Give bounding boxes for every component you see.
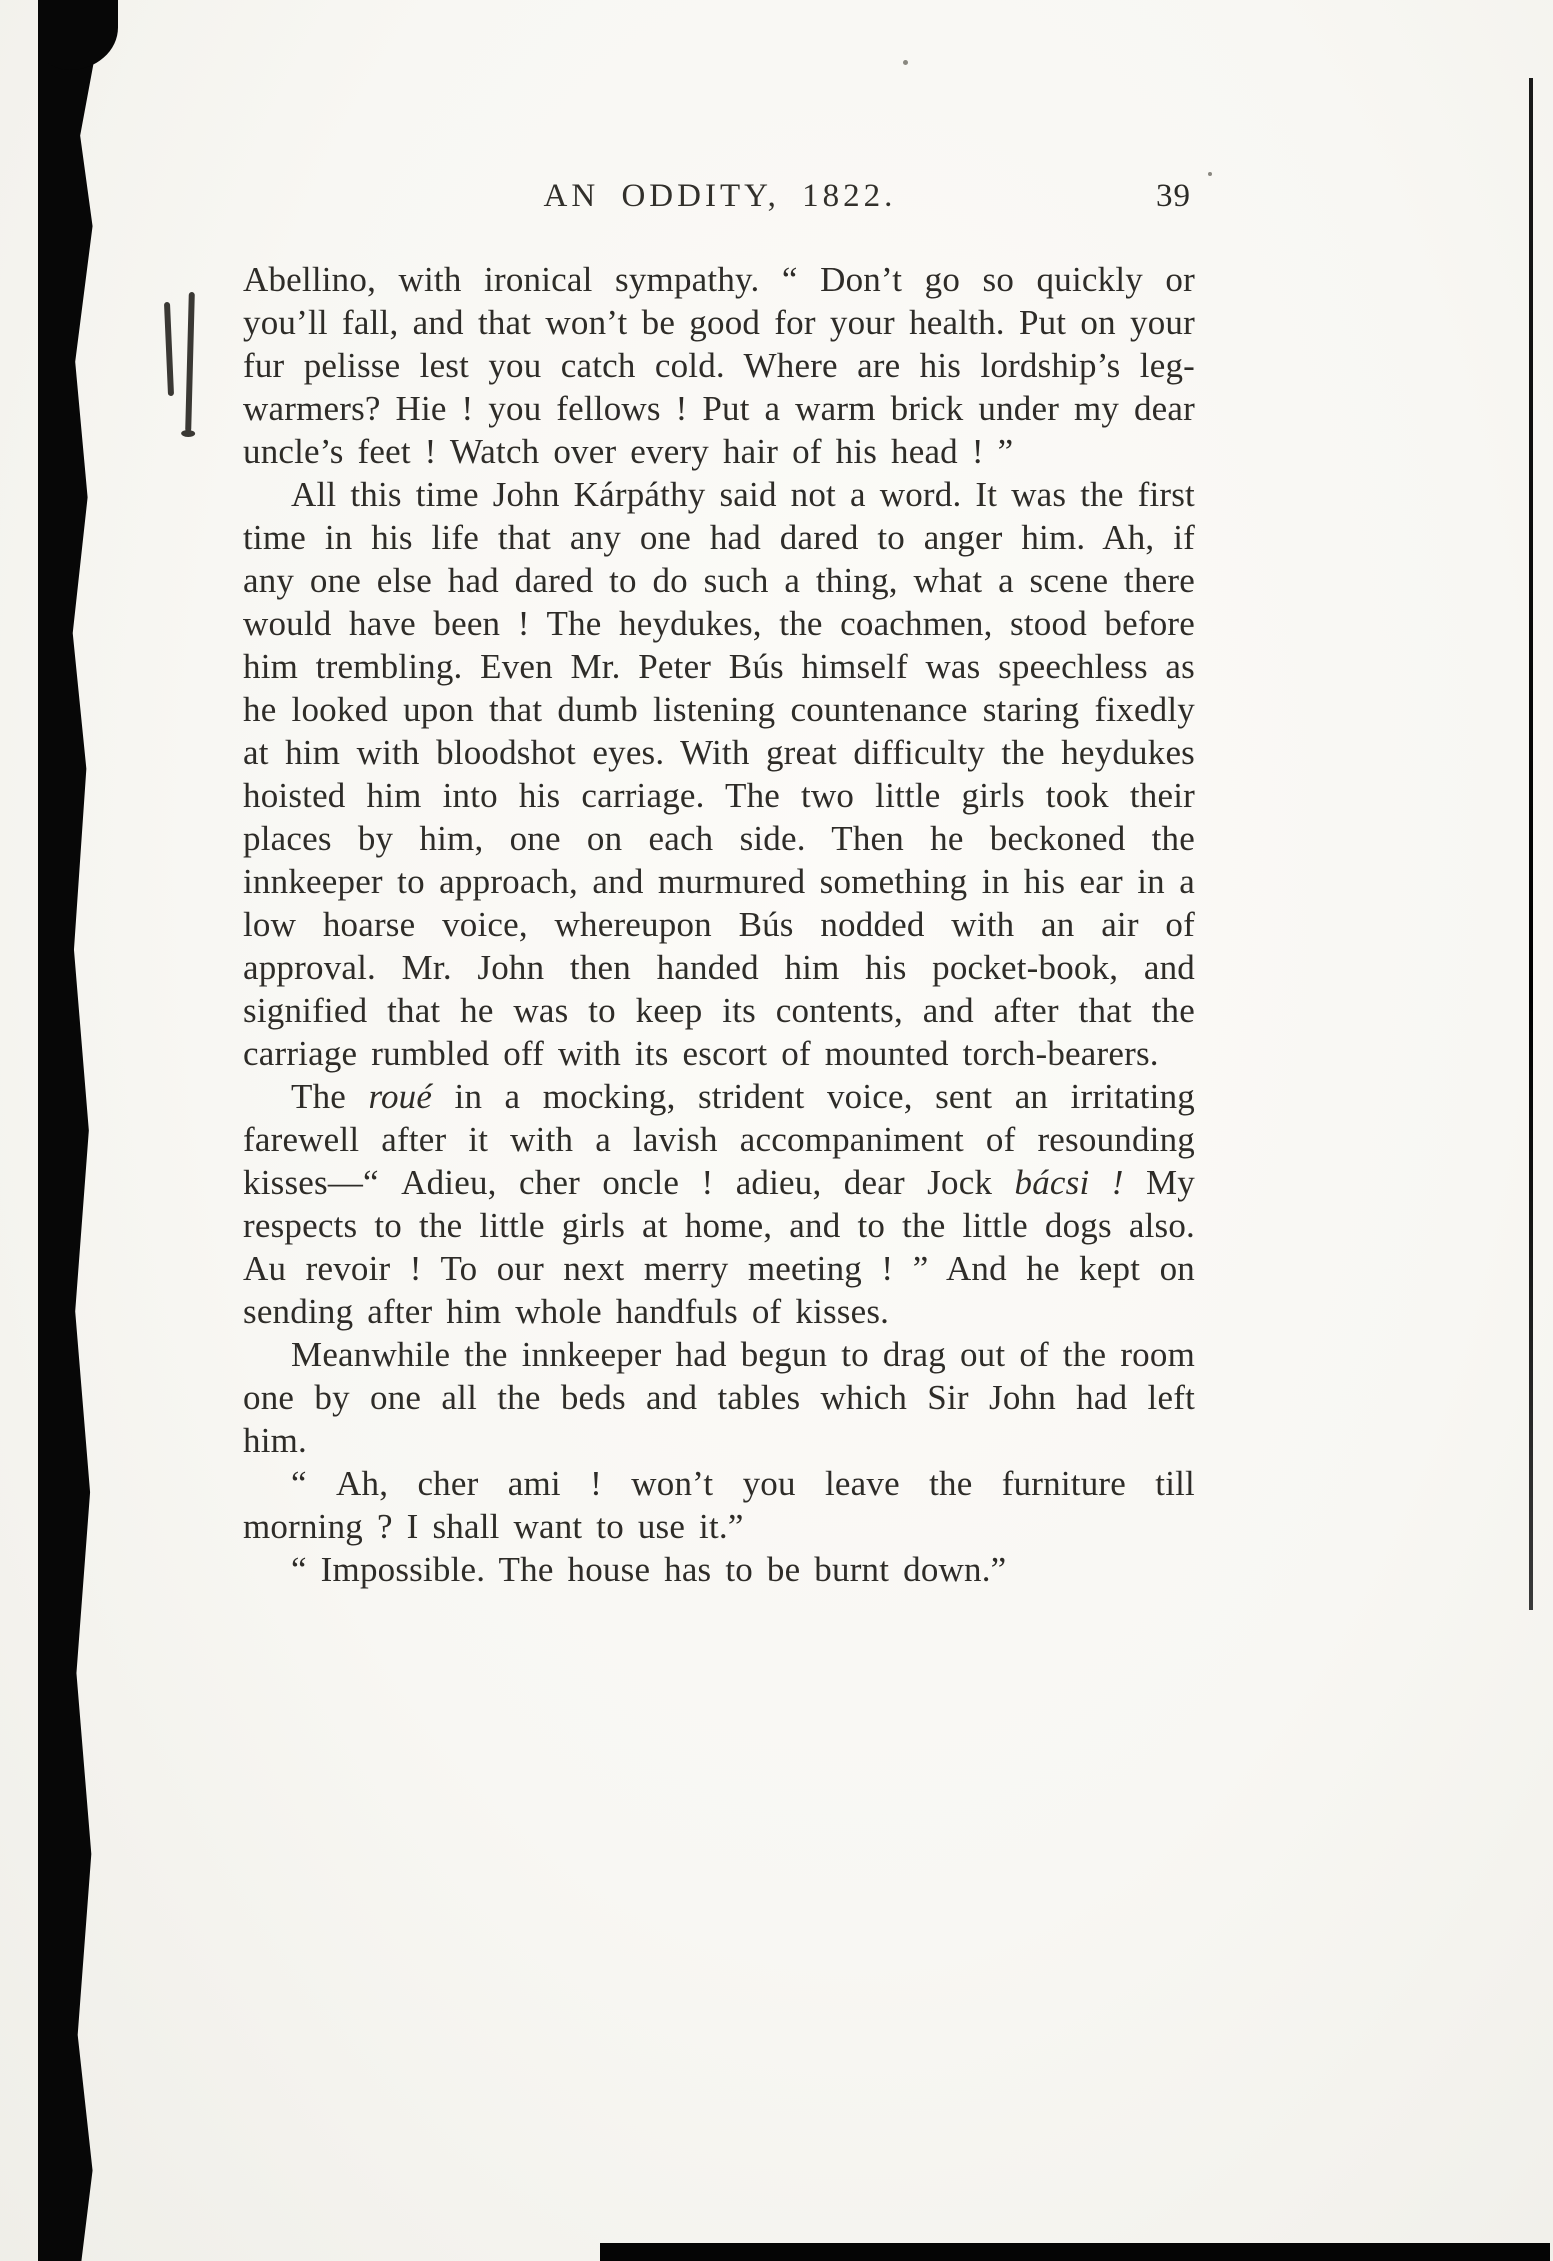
text-run: “ Ah, cher ami ! won’t you leave the furniture till morning ? I shall want to use it.” bbox=[243, 1464, 1195, 1546]
text-run: Meanwhile the innkeeper had begun to drag out of the room one by one all the beds and tables which Sir John had left him. bbox=[243, 1335, 1195, 1460]
body-text bbox=[243, 258, 1195, 1591]
scan-speck bbox=[1208, 172, 1212, 176]
paragraph bbox=[243, 1333, 1195, 1462]
paragraph bbox=[243, 258, 1195, 473]
text-run: Abellino, with ironical sympathy. “ Don’t go so quickly or you’ll fall, and that won’t be good for your health. Put on your fur pelisse lest you catch cold. Where are his lordship’s leg-warmers? Hie ! you fellows ! Put a warm brick under my dear uncle’s feet ! Watch over every hair of his head ! ” bbox=[243, 260, 1195, 471]
running-title: AN ODDITY, 1822. bbox=[543, 178, 897, 214]
text-run: in a mocking, strident voice, sent an irritating farewell after it with a lavish accompaniment of resounding kisses—“ Adieu, cher oncle ! adieu, dear Jock bbox=[243, 1077, 1196, 1202]
scan-edge-line-artifact bbox=[1529, 78, 1533, 1610]
italic-text-run: roué bbox=[368, 1077, 433, 1116]
margin-ink-mark bbox=[164, 302, 174, 396]
scan-speck bbox=[903, 60, 908, 65]
binding-gutter-artifact bbox=[38, 0, 100, 2261]
paragraph bbox=[243, 1548, 1195, 1591]
page-number: 39 bbox=[1156, 178, 1191, 214]
paragraph bbox=[243, 1462, 1195, 1548]
text-run: “ Impossible. The house has to be burnt down.” bbox=[291, 1550, 1007, 1589]
text-run: My respects to the little girls at home, and to the little dogs also. Au revoir ! To our next merry meeting ! ” And he kept on sending after him whole handfuls of kisses. bbox=[243, 1163, 1195, 1331]
italic-text-run: bácsi ! bbox=[1014, 1163, 1124, 1202]
scan-corner-artifact bbox=[38, 0, 118, 70]
scan-bottom-bar-artifact bbox=[600, 2243, 1550, 2261]
page-header bbox=[245, 178, 1195, 226]
paragraph bbox=[243, 1075, 1195, 1333]
paragraph bbox=[243, 473, 1195, 1075]
margin-ink-mark bbox=[185, 292, 195, 432]
text-run: All this time John Kárpáthy said not a word. It was the first time in his life that any one had dared to anger him. Ah, if any one else had dared to do such a thing, what a scene there would have been ! The heydukes, the coachmen, stood before him trembling. Even Mr. Peter Bús himself was speechless as he looked upon that dumb listening countenance staring fixedly at him with bloodshot eyes. With great difficulty the heydukes hoisted him into his carriage. The two little girls took their places by him, one on each side. Then he beckoned the innkeeper to approach, and murmured something in his ear in a low hoarse voice, whereupon Bús nodded with an air of approval. Mr. John then handed him his pocket-book, and signified that he was to keep its contents, and after that the carriage rumbled off with its escort of mounted torch-bearers. bbox=[243, 475, 1195, 1073]
text-run: The bbox=[291, 1077, 369, 1116]
